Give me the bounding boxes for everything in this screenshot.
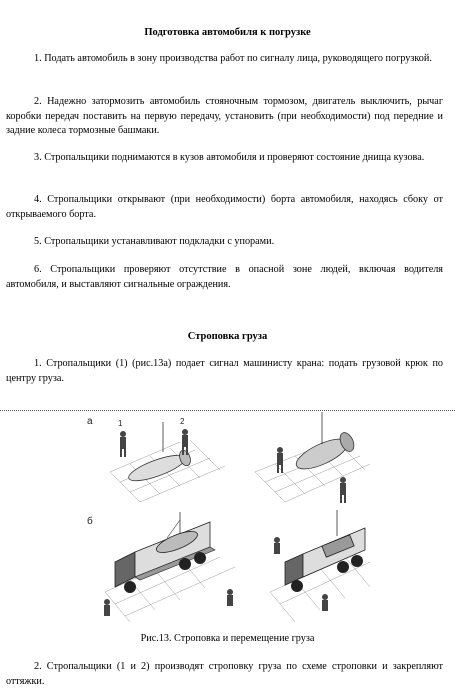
paragraph-prep-6: 6. Стропальщики проверяют отсутствие в опасной зоне людей, включая водителя автомобиля, и выставляют сигнальные ограждения. [6,264,443,290]
paragraph-prep-2: 2. Надежно затормозить автомобиль стояночным тормозом, двигатель выключить, рычаг коробки передач поставить на первую передачу, установить (при необходимости) под передние и задние колеса тормозные башмаки. [6,96,443,136]
paragraph-prep-5: 5. Стропальщики устанавливают подкладки с упорами. [34,236,275,247]
worker-1-b1 [104,599,110,616]
section-divider [0,410,455,411]
paragraph-sling-2: 2. Стропальщики (1 и 2) производят строповку груза по схеме строповки и закрепляют оттяжки. [6,661,443,687]
paragraph-sling-1: 1. Стропальщики (1) (рис.13а) подает сигнал машинисту крана: подать грузовой крюк по центру груза. [6,358,443,384]
figure-label-a: а [87,416,93,427]
worker-1-b2 [274,537,280,554]
cargo-log-a2 [292,430,356,474]
worker-number-2: 2 [180,417,185,426]
section-title-preparation: Подготовка автомобиля к погрузке [144,27,311,38]
paragraph-prep-3: 3. Стропальщики поднимаются в кузов автомобиля и проверяют состояние днища кузова. [34,152,425,163]
section-title-slinging: Строповка груза [187,331,268,342]
slinging-illustration [85,412,370,627]
figure-illustration [85,412,370,627]
worker-number-1: 1 [118,419,123,428]
truck-b2 [285,528,365,592]
worker-2-b2 [322,594,328,611]
worker-2-a2 [340,477,346,503]
figure-label-b: б [87,516,93,527]
worker-1-a1 [120,431,126,457]
figure-caption: Рис.13. Строповка и перемещение груза [140,633,315,644]
paragraph-prep-4: 4. Стропальщики открывают (при необходимости) борта автомобиля, находясь сбоку от открываемого борта. [6,194,443,220]
paragraph-prep-1: 1. Подать автомобиль в зону производства работ по сигналу лица, руководящего погрузкой. [34,53,432,64]
worker-2-b1 [227,589,233,606]
